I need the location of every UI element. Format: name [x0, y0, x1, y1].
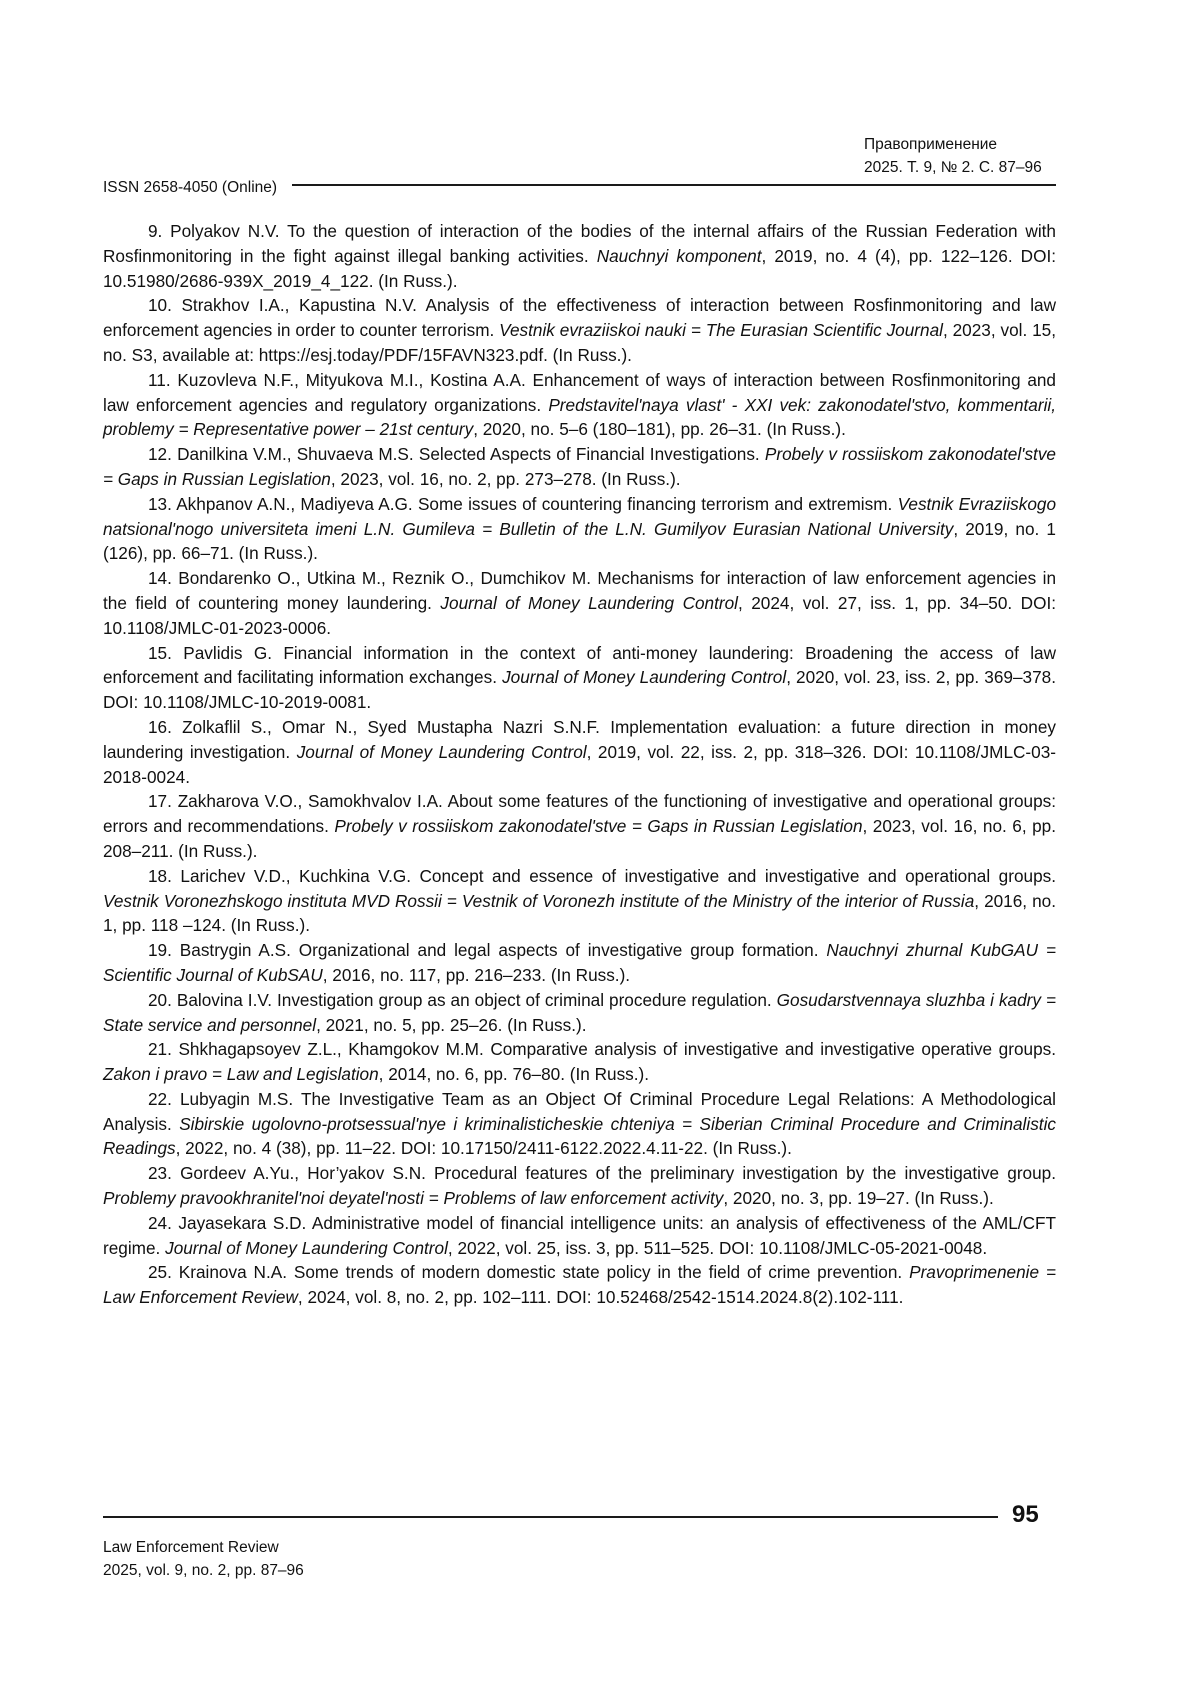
reference-text: 14. Bondarenko O., Utkina M., Reznik O., Dumchikov M. Mechanisms for interaction of law enforcement agencies in the field of countering money laundering. [103, 568, 1056, 613]
header-rule [292, 184, 1056, 186]
reference-text: 19. Bastrygin A.S. Organizational and legal aspects of investigative group formation. [148, 940, 826, 960]
reference-details: , 2020, no. 5–6 (180–181), pp. 26–31. (In Russ.). [473, 419, 846, 439]
reference-item [103, 1087, 1056, 1161]
page-number: 95 [1012, 1500, 1060, 1530]
reference-journal: Vestnik Evraziiskogo natsional'nogo universiteta imeni L.N. Gumileva = Bulletin of the L.N. Gumilyov Eurasian National University [103, 494, 1056, 539]
footer-rule [103, 1516, 998, 1518]
reference-item [103, 641, 1056, 715]
reference-item [103, 1211, 1056, 1261]
reference-item [103, 293, 1056, 367]
issue-info-ru: 2025. Т. 9, № 2. С. 87–96 [864, 156, 1056, 179]
reference-journal: Pravoprimenenie = Law Enforcement Review [103, 1262, 1056, 1307]
journal-title-en: Law Enforcement Review [103, 1536, 304, 1559]
reference-item [103, 864, 1056, 938]
reference-details: , 2021, no. 5, pp. 25–26. (In Russ.). [316, 1015, 586, 1035]
reference-item [103, 566, 1056, 640]
reference-details: , 2022, no. 4 (38), pp. 11–22. DOI: 10.17150/2411-6122.2022.4.11-22. (In Russ.). [176, 1138, 792, 1158]
reference-details: , 2016, no. 1, pp. 118 –124. (In Russ.). [103, 891, 1056, 936]
reference-journal: Vestnik evraziiskoi nauki = The Eurasian Scientific Journal [499, 320, 943, 340]
reference-item [103, 219, 1056, 293]
reference-text: 23. Gordeev A.Yu., Hor’yakov S.N. Procedural features of the preliminary investigation by the investigative group. [148, 1163, 1056, 1183]
reference-journal: Nauchnyi zhurnal KubGAU = Scientific Journal of KubSAU [103, 940, 1056, 985]
reference-item [103, 492, 1056, 566]
reference-text: 21. Shkhagapsoyev Z.L., Khamgokov M.M. Comparative analysis of investigative and investigative operative groups. [148, 1039, 1056, 1059]
reference-item [103, 789, 1056, 863]
reference-journal: Sibirskie ugolovno-protsessual'nye i kriminalisticheskie chteniya = Siberian Criminal Procedure and Criminalistic Readings [103, 1114, 1056, 1159]
reference-item [103, 938, 1056, 988]
reference-journal: Vestnik Voronezhskogo instituta MVD Rossii = Vestnik of Voronezh institute of the Ministry of the interior of Russia [103, 891, 974, 911]
reference-item [103, 1037, 1056, 1087]
reference-text: 11. Kuzovleva N.F., Mityukova M.I., Kostina A.A. Enhancement of ways of interaction between Rosfinmonitoring and law enforcement agencies and regulatory organizations. [103, 370, 1056, 415]
reference-details: , 2014, no. 6, pp. 76–80. (In Russ.). [379, 1064, 649, 1084]
reference-text: 9. Polyakov N.V. To the question of interaction of the bodies of the internal affairs of the Russian Federation with Rosfinmonitoring in the fight against illegal banking activities. [103, 221, 1056, 266]
reference-journal: Zakon i pravo = Law and Legislation [103, 1064, 379, 1084]
reference-text: 10. Strakhov I.A., Kapustina N.V. Analysis of the effectiveness of interaction between Rosfinmonitoring and law enforcement agencies in order to counter terrorism. [103, 295, 1056, 340]
journal-title-ru: Правоприменение [864, 133, 1056, 156]
issue-info-en: 2025, vol. 9, no. 2, pp. 87–96 [103, 1559, 304, 1582]
running-header-right [864, 133, 1056, 179]
reference-text: 17. Zakharova V.O., Samokhvalov I.A. About some features of the functioning of investigative and operational groups: errors and recommendations. [103, 791, 1056, 836]
reference-details: , 2022, vol. 25, iss. 3, pp. 511–525. DOI: 10.1108/JMLC-05-2021-0048. [448, 1238, 987, 1258]
reference-details: , 2019, no. 4 (4), pp. 122–126. DOI: 10.51980/2686-939X_2019_4_122. (In Russ.). [103, 246, 1056, 291]
reference-item [103, 715, 1056, 789]
reference-details: , 2019, vol. 22, iss. 2, pp. 318–326. DOI: 10.1108/JMLC-03-2018-0024. [103, 742, 1056, 787]
reference-details: , 2023, vol. 16, no. 2, pp. 273–278. (In Russ.). [331, 469, 681, 489]
reference-journal: Gosudarstvennaya sluzhba i kadry = State service and personnel [103, 990, 1056, 1035]
reference-text: 16. Zolkaflil S., Omar N., Syed Mustapha Nazri S.N.F. Implementation evaluation: a future direction in money laundering investigation. [103, 717, 1056, 762]
running-footer [103, 1536, 304, 1582]
reference-item [103, 1161, 1056, 1211]
reference-text: 25. Krainova N.A. Some trends of modern domestic state policy in the field of crime prevention. [148, 1262, 909, 1282]
reference-text: 22. Lubyagin M.S. The Investigative Team as an Object Of Criminal Procedure Legal Relations: A Methodological Analysis. [103, 1089, 1056, 1134]
reference-text: 24. Jayasekara S.D. Administrative model of financial intelligence units: an analysis of effectiveness of the AML/CFT regime. [103, 1213, 1056, 1258]
reference-details: , 2024, vol. 27, iss. 1, pp. 34–50. DOI: 10.1108/JMLC-01-2023-0006. [103, 593, 1056, 638]
reference-list [103, 219, 1056, 1310]
reference-journal: Problemy pravookhranitel'noi deyatel'nosti = Problems of law enforcement activity [103, 1188, 723, 1208]
reference-text: 18. Larichev V.D., Kuchkina V.G. Concept and essence of investigative and investigative and operational groups. [148, 866, 1056, 886]
reference-journal: Journal of Money Laundering Control [502, 667, 786, 687]
reference-details: , 2020, vol. 23, iss. 2, pp. 369–378. DOI: 10.1108/JMLC-10-2019-0081. [103, 667, 1056, 712]
reference-text: 20. Balovina I.V. Investigation group as an object of criminal procedure regulation. [148, 990, 777, 1010]
reference-details: , 2019, no. 1 (126), pp. 66–71. (In Russ.). [103, 519, 1056, 564]
reference-details: , 2016, no. 117, pp. 216–233. (In Russ.). [323, 965, 630, 985]
reference-text: 13. Akhpanov A.N., Madiyeva A.G. Some issues of countering financing terrorism and extremism. [148, 494, 898, 514]
issn-label: ISSN 2658-4050 (Online) [103, 178, 277, 198]
reference-item [103, 1260, 1056, 1310]
reference-details: , 2023, vol. 15, no. S3, available at: https://esj.today/PDF/15FAVN323.pdf. (In Russ.). [103, 320, 1056, 365]
reference-text: 15. Pavlidis G. Financial information in the context of anti-money laundering: Broadening the access of law enforcement and facilitating information exchanges. [103, 643, 1056, 688]
reference-journal: Journal of Money Laundering Control [165, 1238, 448, 1258]
reference-journal: Nauchnyi komponent [597, 246, 762, 266]
reference-journal: Probely v rossiiskom zakonodatel'stve = Gaps in Russian Legislation [103, 444, 1056, 489]
reference-item [103, 988, 1056, 1038]
reference-journal: Probely v rossiiskom zakonodatel'stve = Gaps in Russian Legislation [334, 816, 862, 836]
reference-details: , 2024, vol. 8, no. 2, pp. 102–111. DOI: 10.52468/2542-1514.2024.8(2).102-111. [298, 1287, 904, 1307]
reference-details: , 2020, no. 3, pp. 19–27. (In Russ.). [723, 1188, 993, 1208]
reference-details: , 2023, vol. 16, no. 6, pp. 208–211. (In Russ.). [103, 816, 1056, 861]
reference-item [103, 442, 1056, 492]
reference-text: 12. Danilkina V.M., Shuvaeva M.S. Selected Aspects of Financial Investigations. [148, 444, 765, 464]
reference-journal: Predstavitel'naya vlast' - XXI vek: zakonodatel'stvo, kommentarii, problemy = Representative power – 21st century [103, 395, 1056, 440]
reference-journal: Journal of Money Laundering Control [440, 593, 738, 613]
reference-item [103, 368, 1056, 442]
reference-journal: Journal of Money Laundering Control [297, 742, 587, 762]
